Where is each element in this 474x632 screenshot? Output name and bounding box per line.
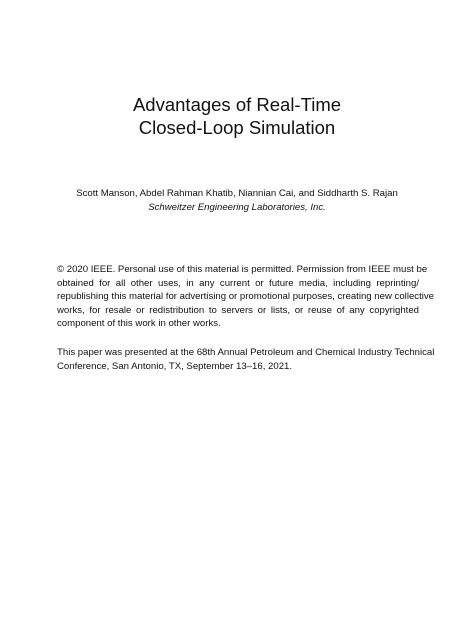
conference-note-line: Conference, San Antonio, TX, September 13–16, 2021. <box>57 360 293 372</box>
copyright-notice <box>57 263 435 331</box>
conference-note-line: This paper was presented at the 68th Annual Petroleum and Chemical Industry Technical <box>57 347 435 358</box>
paper-title-line-1: Advantages of Real-Time <box>132 94 342 115</box>
copyright-line: component of this work in other works. <box>57 318 221 330</box>
conference-note <box>57 346 435 373</box>
copyright-line: © 2020 IEEE. Personal use of this material is permitted. Permission from IEEE must be <box>57 264 428 275</box>
copyright-line: republishing this material for advertising or promotional purposes, creating new collective <box>57 291 435 303</box>
author-block <box>0 187 474 215</box>
author-names: Scott Manson, Abdel Rahman Khatib, Niannian Cai, and Siddharth S. Rajan <box>76 188 398 199</box>
author-affiliation: Schweitzer Engineering Laboratories, Inc. <box>148 202 326 213</box>
copyright-line: obtained for all other uses, in any current or future media, including reprinting/ <box>57 277 419 289</box>
paper-title-line-2: Closed-Loop Simulation <box>138 117 336 138</box>
paper-title <box>0 93 474 139</box>
copyright-line: works, for resale or redistribution to servers or lists, or reuse of any copyrighted <box>57 304 419 316</box>
